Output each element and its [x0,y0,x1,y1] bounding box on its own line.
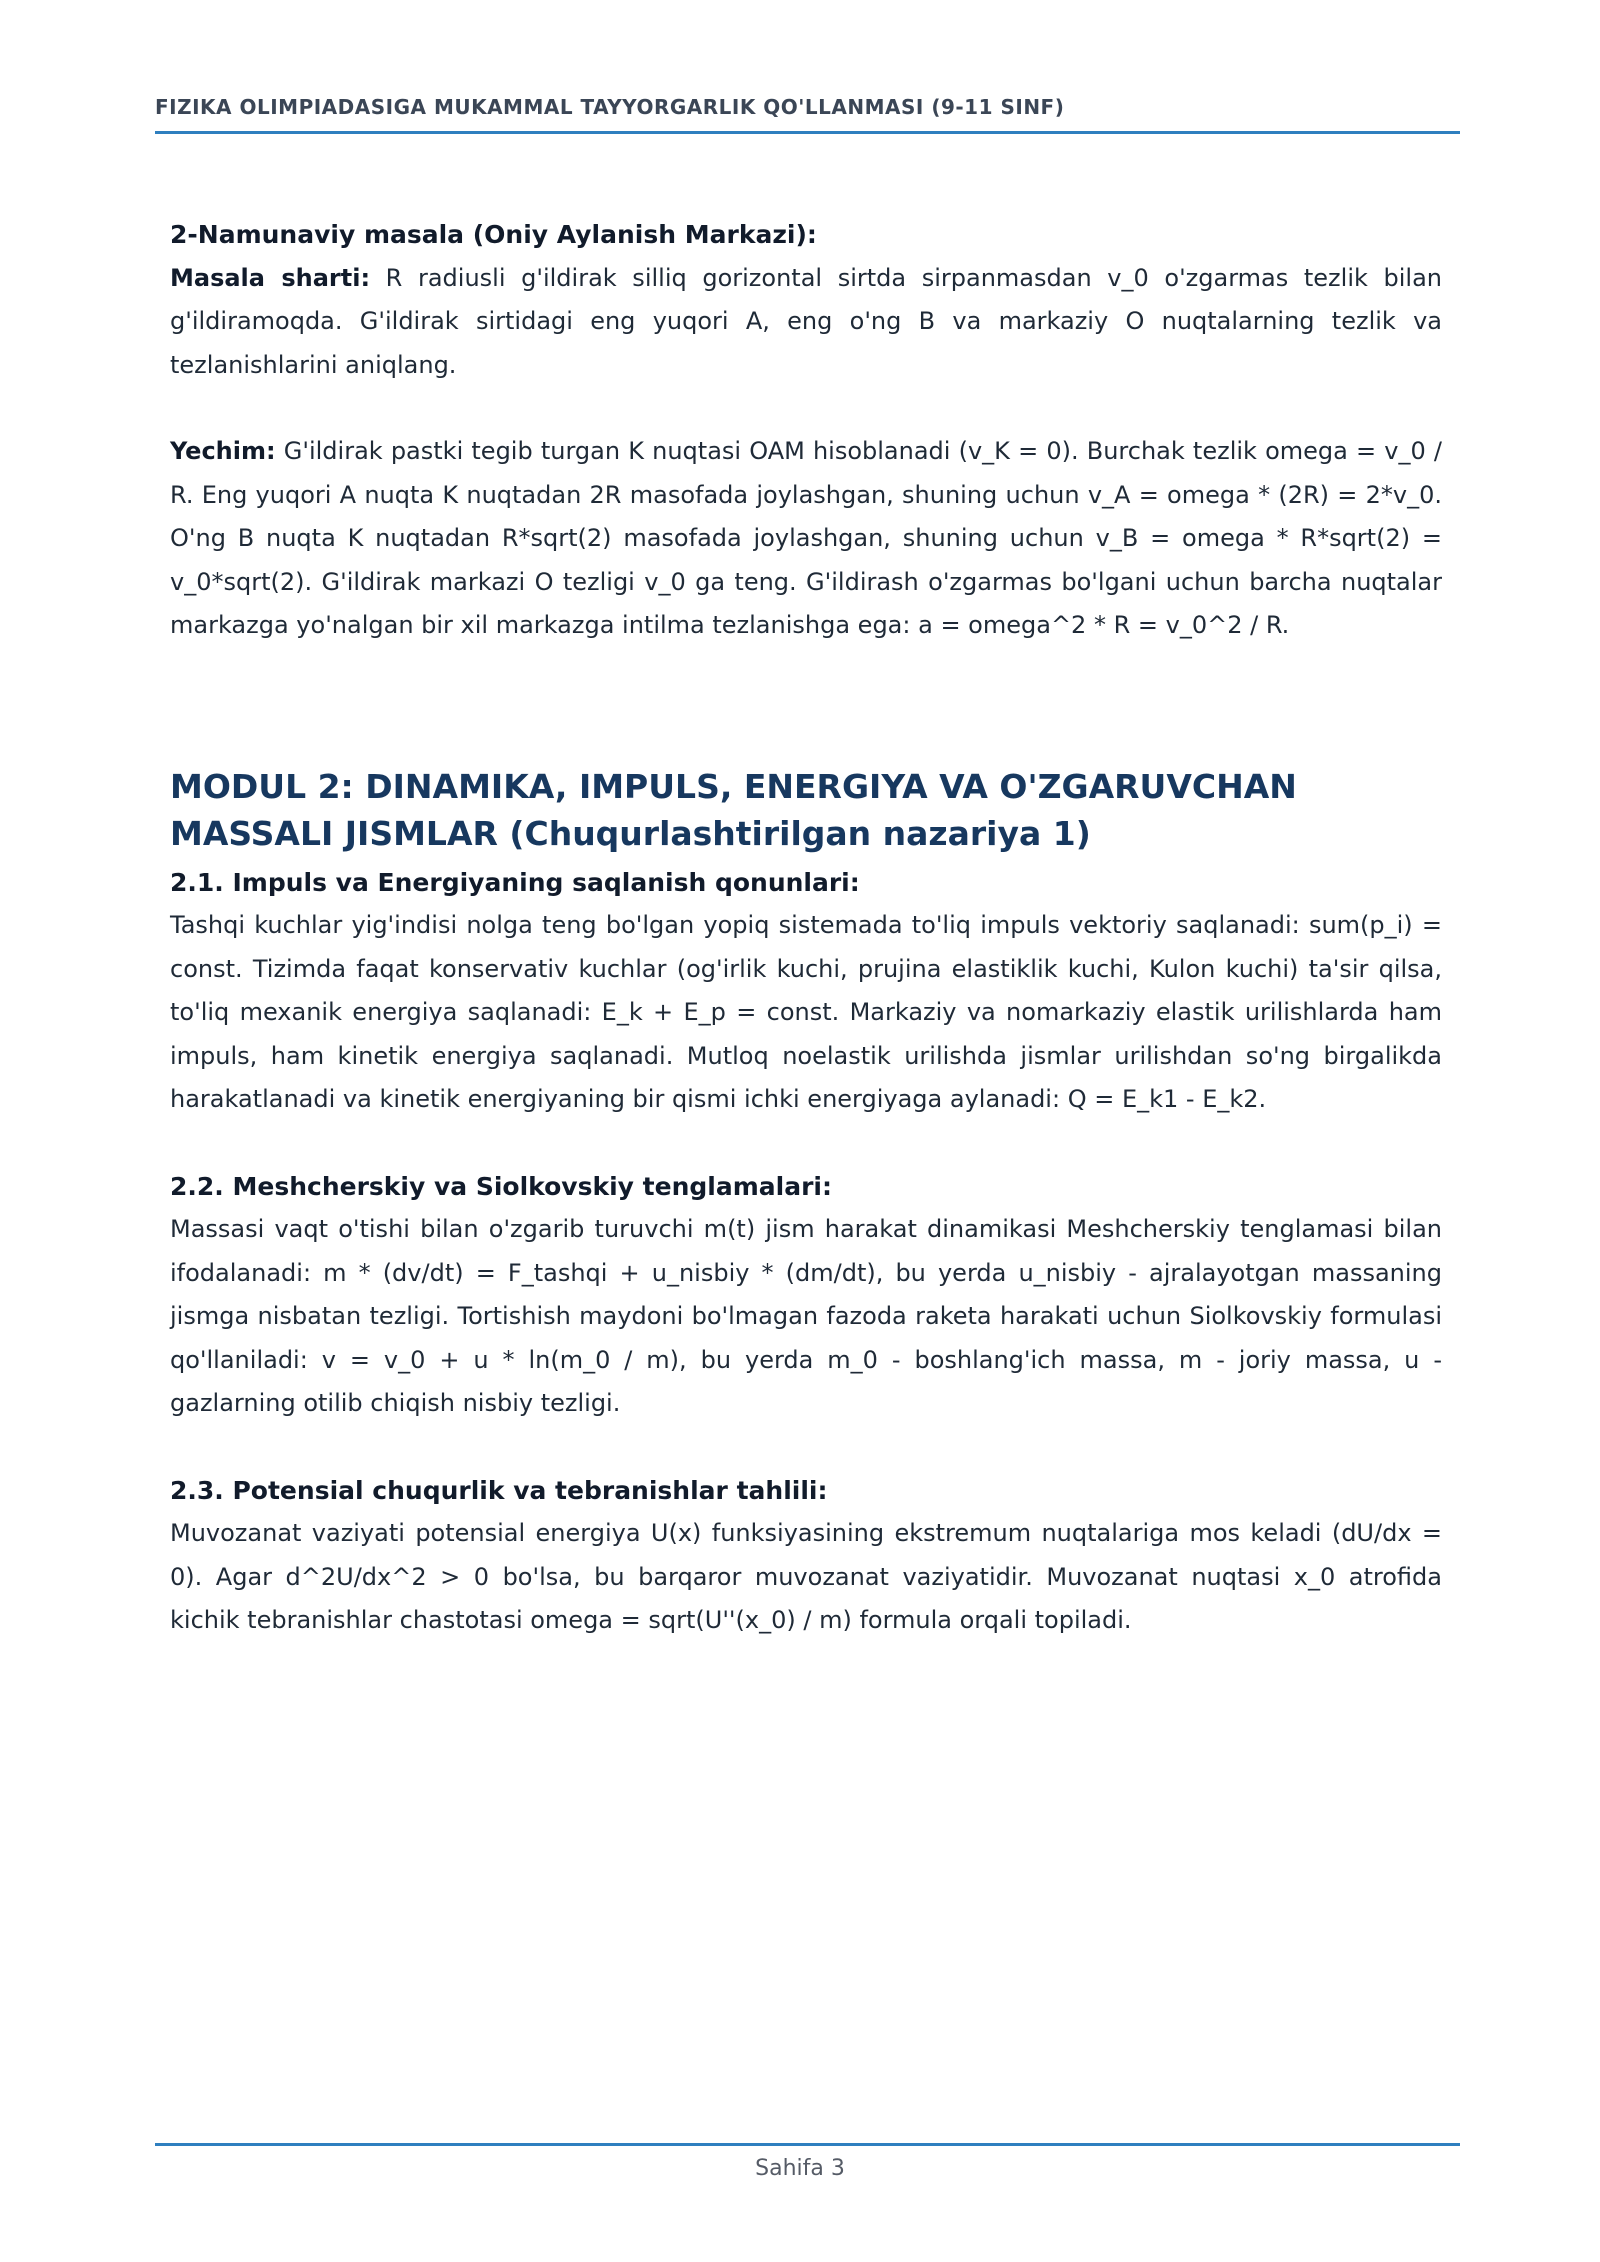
section-body: Tashqi kuchlar yig'indisi nolga teng bo'lgan yopiq sistemada to'liq impuls vektoriy saqlanadi: sum(p_i) = const. Tizimda faqat konservativ kuchlar (og'irlik kuchi, prujina elastiklik kuchi, Kulon kuchi) ta'sir qilsa, to'liq mexanik energiya saqlanadi: E_k + E_p = const. Markaziy va nomarkaziy elastik urilishlarda ham impuls, ham kinetik energiya saqlanadi. Mutloq noelastik urilishda jismlar urilishdan so'ng birgalikda harakatlanadi va kinetik energiyaning bir qismi ichki energiyaga aylanadi: Q = E_k1 - E_k2. [170,911,1442,1113]
spacer [170,1122,1442,1165]
module-title [170,763,1442,857]
module-title-line-1: MODUL 2: DINAMIKA, IMPULS, ENERGIYA VA O'ZGARUVCHAN [170,766,1297,806]
condition-text: R radiusli g'ildirak silliq gorizontal sirtda sirpanmasdan v_0 o'zgarmas tezlik bilan g'ildiramoqda. G'ildirak sirtidagi eng yuqori A, eng o'ng B va markaziy O nuqtalarning tezlik va tezlanishlarini aniqlang. [170,263,1442,379]
solution-label: Yechim: [170,437,276,465]
condition-label: Masala sharti: [170,263,371,292]
spacer [170,1426,1442,1469]
spacer [170,648,1442,763]
spacer [170,387,1442,430]
page-content [170,213,1442,1643]
page-number: Sahifa 3 [755,2156,845,2181]
footer-divider [155,2143,1460,2146]
section-heading: 2.1. Impuls va Energiyaning saqlanish qonunlari: [170,867,860,897]
example-heading: 2-Namunaviy masala (Oniy Aylanish Markazi): [170,220,817,249]
problem-condition [170,257,1442,388]
solution-text: G'ildirak pastki tegib turgan K nuqtasi OAM hisoblanadi (v_K = 0). Burchak tezlik omega = v_0 / R. Eng yuqori A nuqta K nuqtadan 2R masofada joylashgan, shuning uchun v_A = omega * (2R) = 2*v_0. O'ng B nuqta K nuqtadan R*sqrt(2) masofada joylashgan, shuning uchun v_B = omega * R*sqrt(2) = v_0*sqrt(2). G'ildirak markazi O tezligi v_0 ga teng. G'ildirash o'zgarmas bo'lgani uchun barcha nuqtalar markazga yo'nalgan bir xil markazga intilma tezlanishga ega: a = omega^2 * R = v_0^2 / R. [170,437,1442,639]
section-heading: 2.3. Potensial chuqurlik va tebranishlar tahlili: [170,1475,828,1505]
section-body: Muvozanat vaziyati potensial energiya U(x) funksiyasining ekstremum nuqtalariga mos keladi (dU/dx = 0). Agar d^2U/dx^2 > 0 bo'lsa, bu barqaror muvozanat vaziyatidir. Muvozanat nuqtasi x_0 atrofida kichik tebranishlar chastotasi omega = sqrt(U''(x_0) / m) formula orqali topiladi. [170,1519,1442,1634]
module-title-line-2: MASSALI JISMLAR (Chuqurlashtirilgan nazariya 1) [170,813,1091,853]
problem-solution [170,430,1442,648]
section-heading: 2.2. Meshcherskiy va Siolkovskiy tenglamalari: [170,1171,832,1201]
header-divider [155,131,1460,134]
section-body: Massasi vaqt o'tishi bilan o'zgarib turuvchi m(t) jism harakat dinamikasi Meshcherskiy tenglamasi bilan ifodalanadi: m * (dv/dt) = F_tashqi + u_nisbiy * (dm/dt), bu yerda u_nisbiy - ajralayotgan massaning jismga nisbatan tezligi. Tortishish maydoni bo'lmagan fazoda raketa harakati uchun Siolkovskiy formulasi qo'llaniladi: v = v_0 + u * ln(m_0 / m), bu yerda m_0 - boshlang'ich massa, m - joriy massa, u - gazlarning otilib chiqish nisbiy tezligi. [170,1215,1442,1417]
running-header: FIZIKA OLIMPIADASIGA MUKAMMAL TAYYORGARLIK QO'LLANMASI (9-11 SINF) [155,95,1065,119]
